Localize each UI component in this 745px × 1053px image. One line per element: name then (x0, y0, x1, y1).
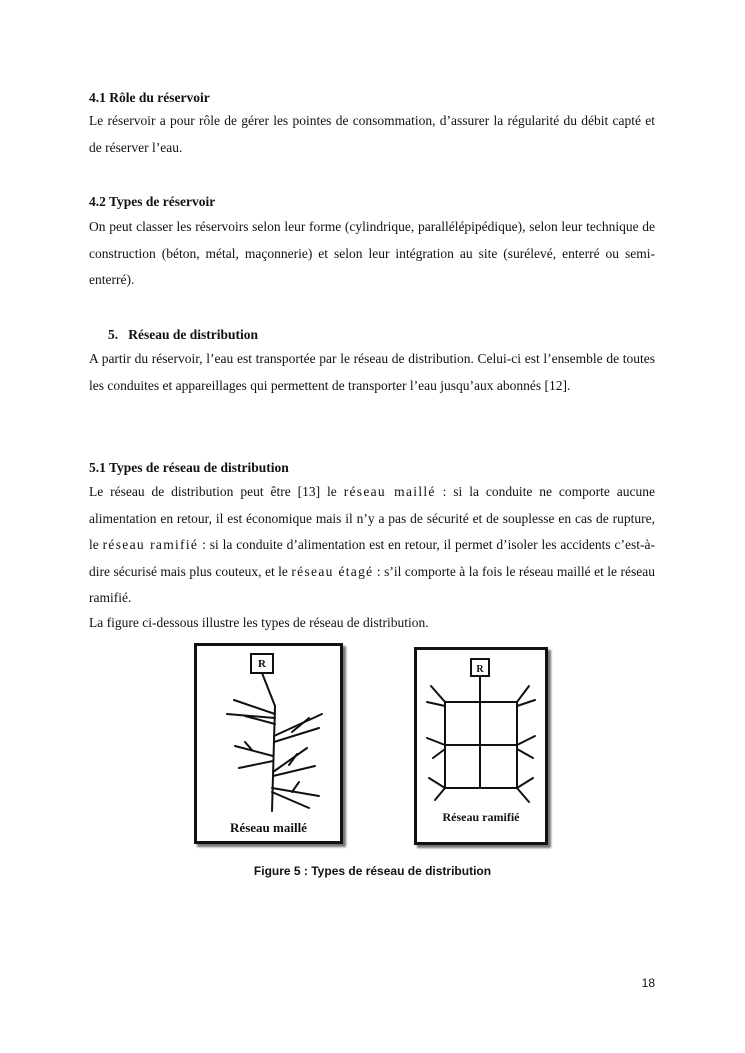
page-number: 18 (641, 976, 655, 990)
paragraph-5-1 (89, 479, 655, 612)
heading-5-number: 5. (108, 327, 119, 342)
paragraph-5-1-text-1: Le réseau de distribution peut être [13] le (89, 484, 344, 499)
heading-5-title: Réseau de distribution (128, 327, 259, 342)
figure-reseau-maille (194, 643, 343, 844)
figure-intro: La figure ci-dessous illustre les types de réseau de distribution. (89, 615, 429, 630)
reservoir-label: R (258, 658, 266, 670)
term-reseau-ramifie: réseau ramifié (102, 537, 199, 552)
paragraph-5: A partir du réservoir, l’eau est transportée par le réseau de distribution. Celui-ci est l’ensemble de toutes les conduites et appareillages qui permettent de transporter l’eau jusqu’aux abonnés [12]. (89, 351, 655, 393)
paragraph-5-1-text-3: : si la conduite d’alimentation est en retour, il permet d’isoler les accidents c’est-à-dire sécurisé mais plus couteux, et le (89, 537, 655, 579)
term-reseau-etage: réseau étagé (291, 563, 374, 579)
reservoir-label: R (476, 664, 484, 675)
paragraph-4-1: Le réservoir a pour rôle de gérer les pointes de consommation, d’assurer la régularité du débit capté et de réserver l’eau. (89, 113, 655, 155)
paragraph-4-2: On peut classer les réservoirs selon leur forme (cylindrique, parallélépipédique), selon leur technique de construction (béton, métal, maçonnerie) et selon leur intégration au site (surélevé, enterré ou semi-enterré). (89, 219, 655, 287)
heading-4-2: 4.2 Types de réservoir (89, 194, 216, 209)
heading-4-1: 4.1 Rôle du réservoir (89, 90, 210, 105)
figure-caption: Figure 5 : Types de réseau de distribution (253, 864, 492, 878)
tree-network-diagram (197, 646, 340, 841)
heading-5 (108, 326, 258, 344)
paragraph-5-1-text-4: : s’il comporte à la fois le réseau maillé et le réseau ramifié. (89, 563, 655, 605)
heading-5-1: 5.1 Types de réseau de distribution (89, 460, 289, 475)
label-reseau-ramifie: Réseau ramifié (442, 810, 520, 824)
term-reseau-maille: réseau maillé (343, 484, 436, 499)
label-reseau-maille: Réseau maillé (230, 820, 307, 835)
paragraph-5-1-text-2: : si la conduite ne comporte aucune alimentation en retour, il est économique mais il n’y a pas de sécurité et de souplesse en cas de rupture, le (89, 484, 656, 552)
figure-reseau-ramifie (414, 647, 548, 845)
